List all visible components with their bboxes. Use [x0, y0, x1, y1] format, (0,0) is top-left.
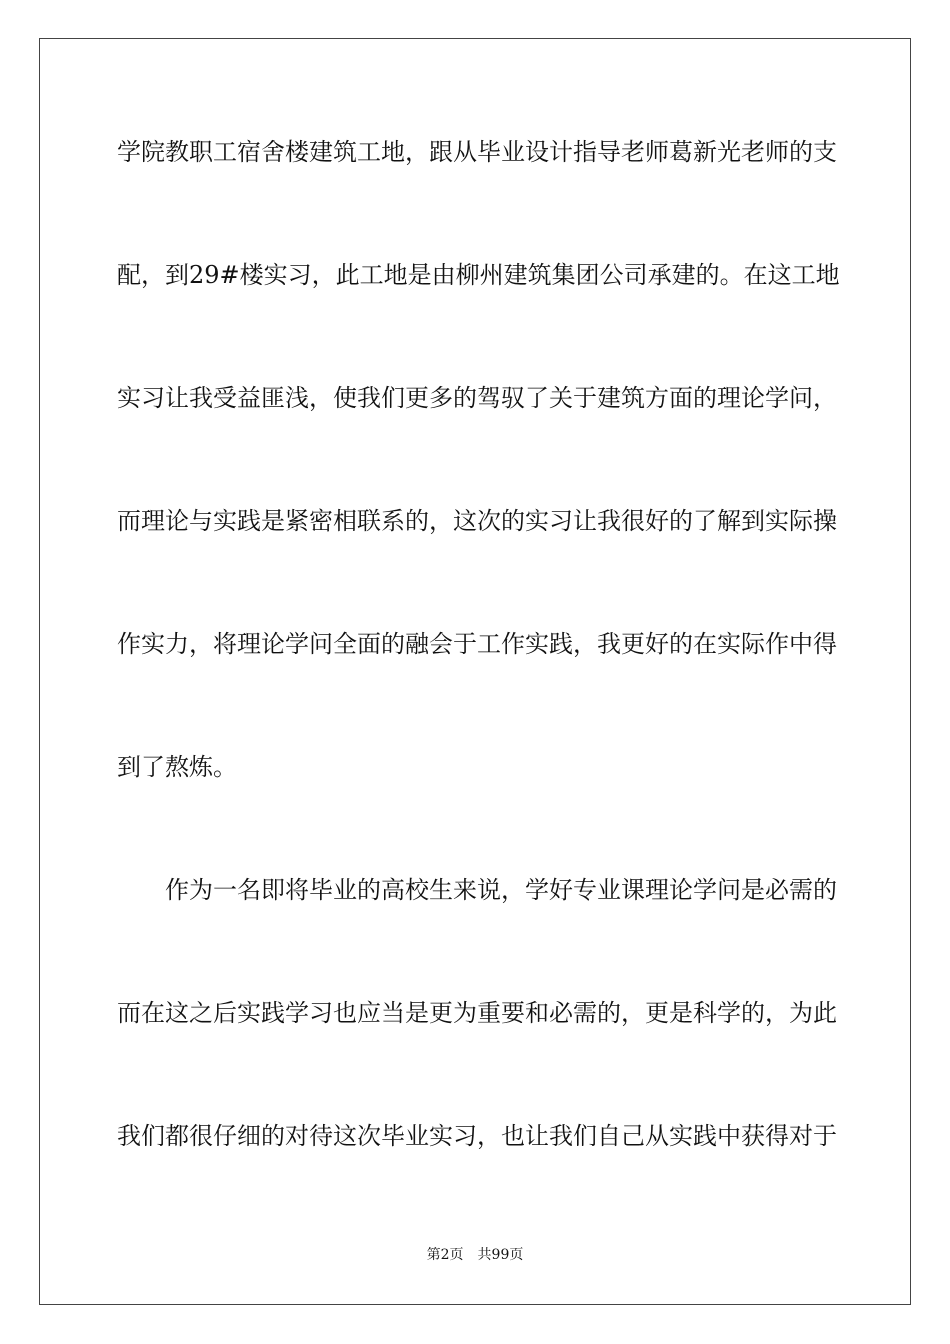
text-line: 学院教职工宿舍楼建筑工地，跟从毕业设计指导老师葛新光老师的支: [117, 138, 837, 166]
text-line: 到了熬炼。: [117, 753, 237, 781]
text-line: 配，到29#楼实习，此工地是由柳州建筑集团公司承建的。在这工地: [117, 261, 840, 289]
page-border: [39, 38, 911, 1305]
page-footer: [0, 1246, 950, 1264]
page-total: 共99页: [477, 1247, 524, 1263]
text-line: 而理论与实践是紧密相联系的，这次的实习让我很好的了解到实际操: [117, 507, 837, 535]
text-line: 作为一名即将毕业的高校生来说，学好专业课理论学问是必需的: [117, 876, 837, 904]
text-line: 而在这之后实践学习也应当是更为重要和必需的，更是科学的，为此: [117, 999, 837, 1027]
text-line: 实习让我受益匪浅，使我们更多的驾驭了关于建筑方面的理论学问，: [117, 384, 837, 412]
text-line: 作实力，将理论学问全面的融会于工作实践，我更好的在实际作中得: [117, 630, 837, 658]
page-number: 第2页: [426, 1247, 464, 1263]
text-line: 我们都很仔细的对待这次毕业实习，也让我们自己从实践中获得对于: [117, 1122, 837, 1150]
